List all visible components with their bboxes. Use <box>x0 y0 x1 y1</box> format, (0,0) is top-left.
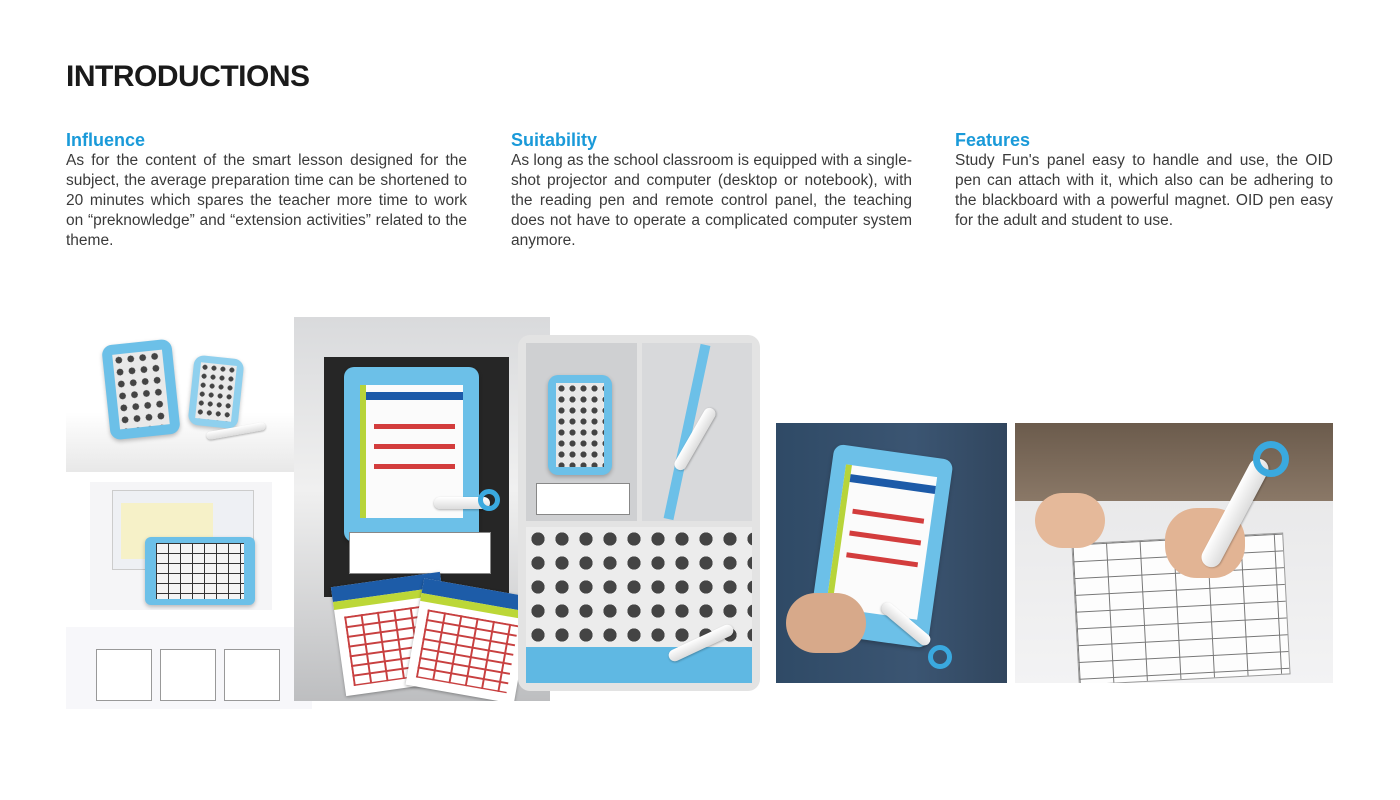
instruction-card-3 <box>224 649 280 701</box>
features-column <box>955 129 1333 231</box>
suitability-text: As long as the school classroom is equipped with a single-shot projector and computer (desktop or notebook), with the reading pen and remote control panel, the teaching does not have to operate a complicated computer system anymore. <box>511 152 912 249</box>
activity-sheet-2 <box>405 578 532 701</box>
suitability-heading: Suitability <box>511 130 598 150</box>
panel <box>344 367 479 542</box>
instruction-card-2 <box>160 649 216 701</box>
collage-panel-front <box>526 343 637 521</box>
suitability-column <box>511 129 912 251</box>
instruction-strip <box>349 532 491 574</box>
photo-hand-holding-panel <box>776 423 1007 683</box>
influence-heading: Influence <box>66 130 146 150</box>
render-instruction-cards-image <box>66 627 312 709</box>
instruction-card-1 <box>96 649 152 701</box>
panel-render <box>101 339 181 441</box>
influence-text: As for the content of the smart lesson designed for the subject, the average preparation time can be shortened to 20 minutes which spares the teacher more time to work on “preknowledge” and “extension activities” related to the theme. <box>66 152 467 249</box>
panel-render-flat <box>145 537 255 605</box>
collage-panel-detail <box>526 527 752 683</box>
left-hand <box>1035 493 1105 548</box>
photo-pen-on-sheet <box>1015 423 1333 683</box>
collage-panel-side <box>642 343 752 521</box>
held-pen-ring <box>928 645 952 669</box>
pen-ring <box>478 489 500 511</box>
panel-render-small <box>187 355 244 430</box>
writing-pen-ring <box>1253 441 1289 477</box>
features-heading: Features <box>955 130 1031 150</box>
photo-collage <box>518 335 760 691</box>
hand <box>786 593 866 653</box>
page-title: INTRODUCTIONS <box>66 60 310 93</box>
render-panels-image <box>66 322 294 472</box>
render-projection-image <box>90 482 272 610</box>
influence-column <box>66 129 467 251</box>
features-text: Study Fun's panel easy to handle and use, the OID pen can attach with it, which also can be adhering to the blackboard with a powerful magnet. OID pen easy for the adult and student to use. <box>955 152 1333 229</box>
photo-panel-on-stand <box>294 317 550 701</box>
